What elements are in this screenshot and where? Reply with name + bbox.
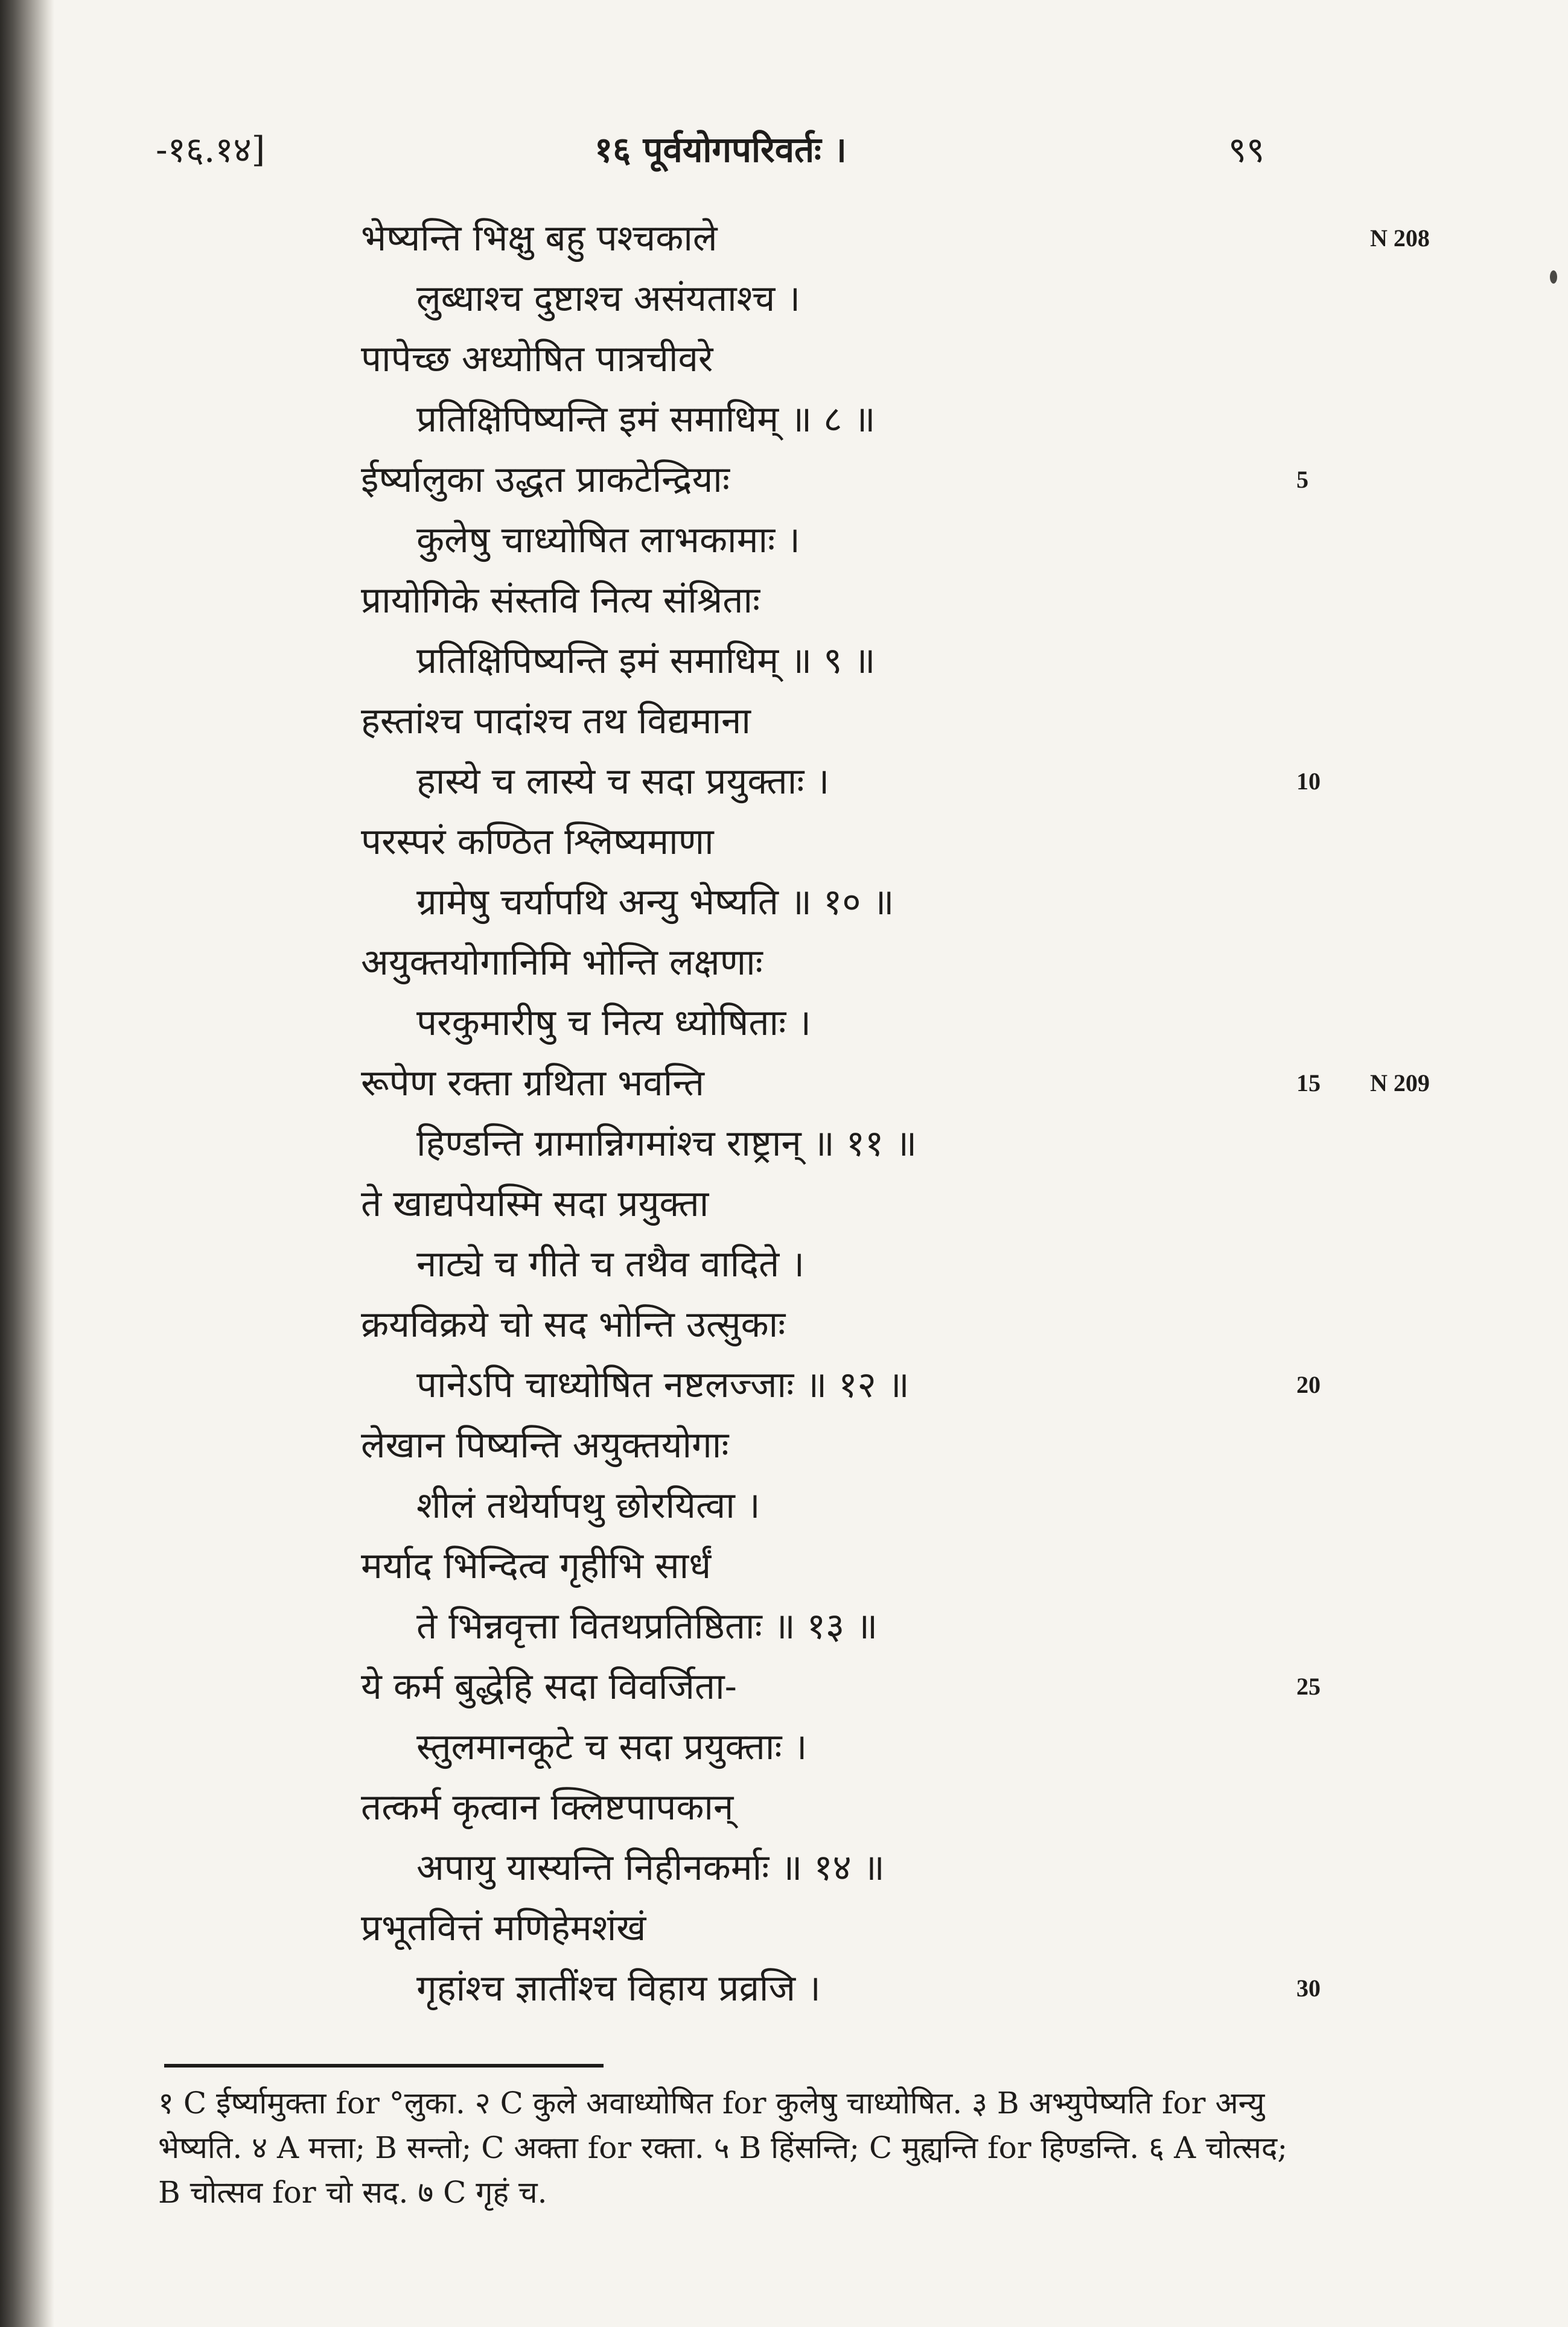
verse-line: भेष्यन्ति भिक्षु बहु पश्चकाले (361, 217, 718, 259)
verse-line: पानेऽपि चाध्योषित नष्टलज्जाः ॥ १२ ॥ (416, 1364, 910, 1406)
verse-line: कुलेषु चाध्योषित लाभकामाः । (416, 519, 800, 561)
line-number: 5 (1296, 466, 1308, 493)
verse-line: स्तुलमानकूटे च सदा प्रयुक्ताः । (416, 1726, 808, 1768)
verse-line: ते खाद्यपेयस्मि सदा प्रयुक्ता (361, 1183, 709, 1225)
footnote-rule (164, 2064, 604, 2068)
footnote-line: भेष्यति. ४ A मत्ता; B सन्तो; C अक्ता for रक्ता. ५ B हिंसन्ति; C मुह्यन्ति for हिण्डन्ति. ६ A चोत्सद; (158, 2130, 1288, 2165)
scan-speck (1550, 270, 1557, 284)
running-title: १६ पूर्वयोगपरिवर्तः । (594, 129, 847, 170)
verse-line: ग्रामेषु चर्यापथि अन्यु भेष्यति ॥ १० ॥ (416, 881, 894, 923)
line-number: 25 (1296, 1673, 1321, 1700)
verse-line: लुब्धाश्च दुष्टाश्च असंयताश्च । (416, 278, 801, 320)
verse-line: परस्परं कण्ठित श्लिष्यमाणा (361, 821, 714, 863)
page-section-range: -१६.१४] (156, 129, 266, 170)
line-number: 20 (1296, 1371, 1321, 1398)
footnote-line: १ C ईर्ष्यामुक्ता for °लुका. २ C कुले अवाध्योषित for कुलेषु चाध्योषित. ३ B अभ्युपेष्यति for अन्यु (158, 2086, 1265, 2121)
line-number: 15 (1296, 1069, 1321, 1097)
verse-line: ते भिन्नवृत्ता वितथप्रतिष्ठिताः ॥ १३ ॥ (416, 1605, 878, 1647)
verse-line: प्रतिक्षिपिष्यन्ति इमं समाधिम् ॥ ९ ॥ (416, 640, 876, 682)
verse-line: प्रायोगिके संस्तवि नित्य संश्रिताः (361, 579, 760, 622)
verse-line: अपायु यास्यन्ति निहीनकर्माः ॥ १४ ॥ (416, 1847, 885, 1889)
verse-line: ये कर्म बुद्धेहि सदा विवर्जिता- (361, 1666, 737, 1708)
verse-line: प्रभूतवित्तं मणिहेमशंखं (361, 1907, 646, 1949)
verse-line: ईर्ष्यालुका उद्धत प्राकटेन्द्रियाः (361, 459, 730, 501)
page-number: ९९ (1228, 129, 1265, 170)
verse-line: लेखान पिष्यन्ति अयुक्तयोगाः (361, 1424, 729, 1466)
verse-line: परकुमारीषु च नित्य ध्योषिताः । (416, 1002, 812, 1044)
verse-line: हिण्डन्ति ग्रामान्निगमांश्च राष्ट्रान् ॥ ११ ॥ (416, 1122, 917, 1165)
manuscript-folio-note: N 208 (1370, 224, 1430, 252)
verse-line: पापेच्छ अध्योषित पात्रचीवरे (361, 338, 713, 380)
verse-line: शीलं तथेर्यापथु छोरयित्वा । (416, 1485, 760, 1527)
manuscript-folio-note: N 209 (1370, 1069, 1430, 1097)
line-number: 10 (1296, 768, 1321, 795)
verse-line: मर्याद भिन्दित्व गृहीभि सार्धं (361, 1545, 712, 1587)
footnotes (158, 2081, 1317, 2215)
verse-line: रूपेण रक्ता ग्रथिता भवन्ति (361, 1062, 704, 1104)
verse-line: हास्ये च लास्ये च सदा प्रयुक्ताः । (416, 760, 830, 803)
verse-line: क्रयविक्रये चो सद भोन्ति उत्सुकाः (361, 1304, 786, 1346)
footnote-line: B चोत्सव for चो सद. ७ C गृहं च. (158, 2175, 547, 2210)
verse-line: हस्तांश्च पादांश्च तथ विद्यमाना (361, 700, 751, 742)
verse-line: तत्कर्म कृत्वान क्लिष्टपापकान् (361, 1786, 734, 1829)
verse-line: अयुक्तयोगानिमि भोन्ति लक्षणाः (361, 941, 763, 984)
verse-line: गृहांश्च ज्ञातींश्च विहाय प्रव्रजि । (416, 1967, 821, 2010)
line-number: 30 (1296, 1975, 1321, 2002)
verse-line: प्रतिक्षिपिष्यन्ति इमं समाधिम् ॥ ८ ॥ (416, 398, 876, 441)
verse-line: नाट्ये च गीते च तथैव वादिते । (416, 1243, 805, 1285)
